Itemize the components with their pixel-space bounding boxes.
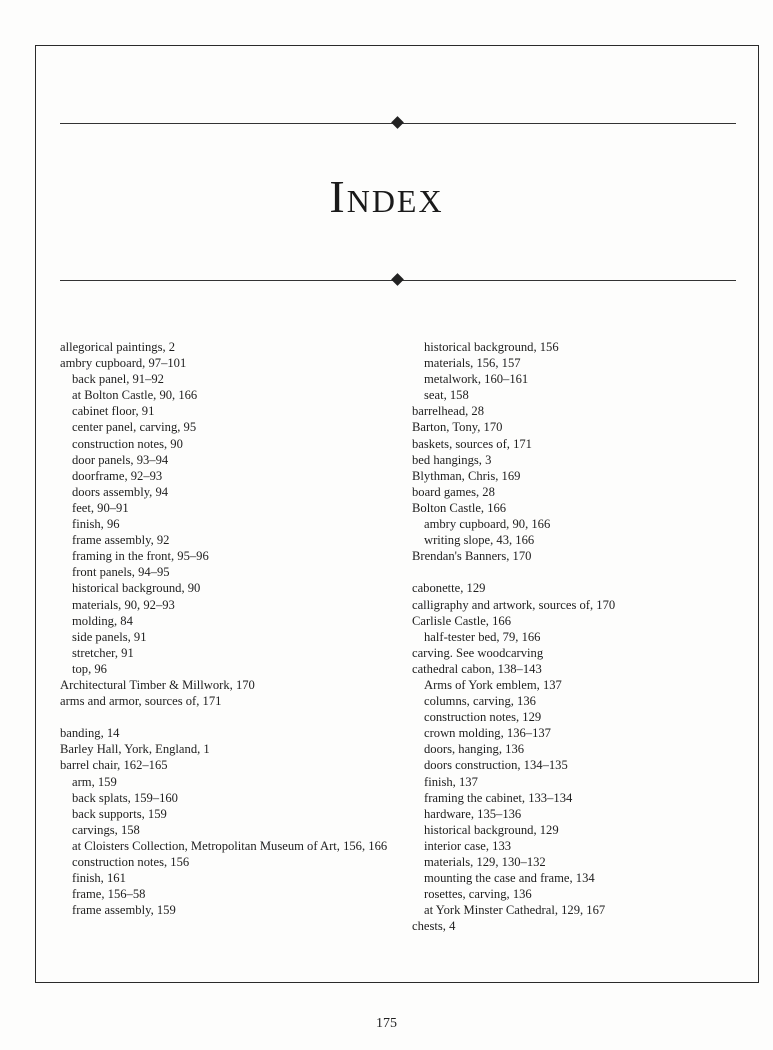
index-subentry: finish, 96 xyxy=(72,517,120,532)
index-subentry: materials, 156, 157 xyxy=(424,356,521,371)
index-subentry: stretcher, 91 xyxy=(72,645,134,660)
index-subentry: at York Minster Cathedral, 129, 167 xyxy=(424,903,606,918)
index-entry: Barley Hall, York, England, 1 xyxy=(60,742,210,757)
index-entry: banding, 14 xyxy=(60,726,120,741)
index-column-right xyxy=(412,339,742,934)
index-entry: ambry cupboard, 97–101 xyxy=(60,356,187,371)
index-entry: cathedral cabon, 138–143 xyxy=(412,661,542,676)
index-subentry: historical background, 129 xyxy=(424,822,559,837)
index-subentry: metalwork, 160–161 xyxy=(424,372,529,387)
index-entry: Blythman, Chris, 169 xyxy=(412,468,521,483)
index-subentry: top, 96 xyxy=(72,661,107,676)
index-subentry: molding, 84 xyxy=(72,613,133,628)
index-subentry: historical background, 156 xyxy=(424,340,559,354)
index-subentry: framing the cabinet, 133–134 xyxy=(424,790,573,805)
page-title: Index xyxy=(329,171,444,222)
index-subentry: frame assembly, 92 xyxy=(72,533,170,548)
index-entry: board games, 28 xyxy=(412,484,495,499)
index-subentry: construction notes, 156 xyxy=(72,855,190,869)
index-subentry: back splats, 159–160 xyxy=(72,790,178,805)
index-subentry: historical background, 90 xyxy=(72,581,201,596)
index-entry: baskets, sources of, 171 xyxy=(412,436,532,451)
index-subentry: hardware, 135–136 xyxy=(424,806,522,821)
index-subentry: arm, 159 xyxy=(72,774,117,789)
index-subentry: ambry cupboard, 90, 166 xyxy=(424,517,551,532)
index-subentry: columns, carving, 136 xyxy=(424,694,536,709)
index-subentry: materials, 90, 92–93 xyxy=(72,597,175,612)
index-entry: cabonette, 129 xyxy=(412,581,486,596)
index-section-gap xyxy=(60,709,390,725)
index-subentry: rosettes, carving, 136 xyxy=(424,887,532,902)
index-subentry: materials, 129, 130–132 xyxy=(424,855,546,869)
index-subentry: frame, 156–58 xyxy=(72,887,146,902)
index-subentry: doors assembly, 94 xyxy=(72,484,169,499)
index-subentry: half-tester bed, 79, 166 xyxy=(424,629,541,644)
index-subentry: side panels, 91 xyxy=(72,629,147,644)
index-entry: Carlisle Castle, 166 xyxy=(412,613,511,628)
index-entry: barrel chair, 162–165 xyxy=(60,758,168,773)
index-subentry: interior case, 133 xyxy=(424,838,512,853)
index-subentry: framing in the front, 95–96 xyxy=(72,549,209,564)
index-entry: Barton, Tony, 170 xyxy=(412,420,503,435)
index-subentry: cabinet floor, 91 xyxy=(72,404,155,419)
index-subentry: mounting the case and frame, 134 xyxy=(424,871,595,886)
index-section-gap xyxy=(412,564,742,580)
index-subentry: construction notes, 90 xyxy=(72,436,183,451)
index-subentry: carvings, 158 xyxy=(72,822,140,837)
index-subentry: seat, 158 xyxy=(424,388,469,403)
index-entry: allegorical paintings, 2 xyxy=(60,340,176,354)
index-entry: barrelhead, 28 xyxy=(412,404,485,419)
index-subentry: front panels, 94–95 xyxy=(72,565,170,580)
index-subentry: Arms of York emblem, 137 xyxy=(424,677,562,692)
index-subentry: feet, 90–91 xyxy=(72,500,129,515)
index-subentry: frame assembly, 159 xyxy=(72,903,176,918)
index-entry: bed hangings, 3 xyxy=(412,452,492,467)
index-subentry: construction notes, 129 xyxy=(424,710,542,725)
index-entry: Bolton Castle, 166 xyxy=(412,500,507,515)
index-column-left xyxy=(60,339,390,918)
index-subentry: crown molding, 136–137 xyxy=(424,726,551,741)
index-subentry: writing slope, 43, 166 xyxy=(424,533,535,548)
index-subentry: doors construction, 134–135 xyxy=(424,758,568,773)
index-subentry: at Cloisters Collection, Metropolitan Museum of Art, 156, 166 xyxy=(72,838,388,853)
index-subentry: door panels, 93–94 xyxy=(72,452,169,467)
index-entry: calligraphy and artwork, sources of, 170 xyxy=(412,597,616,612)
index-entry: arms and armor, sources of, 171 xyxy=(60,694,222,709)
index-subentry: doors, hanging, 136 xyxy=(424,742,525,757)
index-entry: chests, 4 xyxy=(412,919,456,934)
page-number: 175 xyxy=(376,1016,397,1031)
index-subentry: finish, 137 xyxy=(424,774,478,789)
index-subentry: back supports, 159 xyxy=(72,806,167,821)
index-entry: Brendan's Banners, 170 xyxy=(412,549,532,564)
index-subentry: finish, 161 xyxy=(72,871,126,886)
index-subentry: at Bolton Castle, 90, 166 xyxy=(72,388,198,403)
index-subentry: back panel, 91–92 xyxy=(72,372,164,387)
index-subentry: doorframe, 92–93 xyxy=(72,468,163,483)
index-entry: Architectural Timber & Millwork, 170 xyxy=(60,677,255,692)
index-entry: carving. See woodcarving xyxy=(412,645,544,660)
index-subentry: center panel, carving, 95 xyxy=(72,420,197,435)
